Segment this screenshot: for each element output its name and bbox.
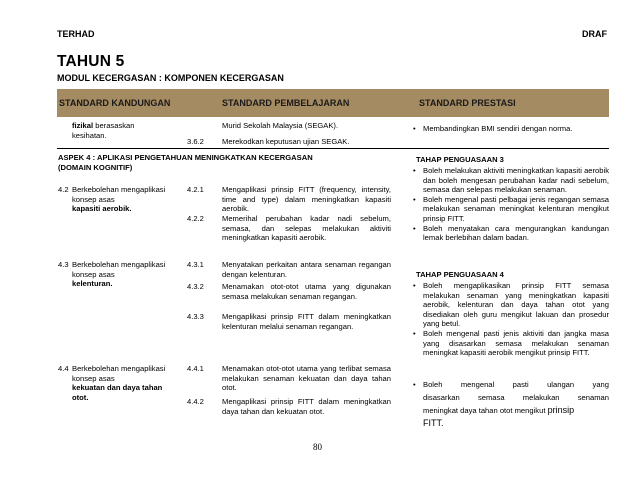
tahap-4-title: TAHAP PENGUASAAN 4 xyxy=(416,270,504,279)
prestasi-continuation xyxy=(413,124,609,134)
kandungan-cell xyxy=(72,185,177,214)
kandungan-focus: kekuatan dan daya tahan otot xyxy=(72,383,163,402)
kandungan-text: Berkebolehan mengaplikasi konsep asas xyxy=(72,185,166,204)
column-header-pembelajaran: STANDARD PEMBELAJARAN xyxy=(222,98,350,108)
item-text: Mengaplikasi prinsip FITT dalam meningkatkan daya tahan dan kekuatan otot. xyxy=(222,397,391,416)
page-number: 80 xyxy=(313,442,322,452)
item-text: Memerihal perubahan kadar nadi sebelum, semasa, dan selepas melakukan aktiviti meningkatkan kapasiti aerobik. xyxy=(222,214,391,243)
column-header-kandungan: STANDARD KANDUNGAN xyxy=(59,98,171,108)
item-number: 4.4.1 xyxy=(187,364,204,373)
item-number: 3.6.2 xyxy=(187,137,204,146)
kandungan-text: Berkebolehan mengaplikasi konsep asas xyxy=(72,364,166,383)
column-header-band xyxy=(57,89,609,117)
tahap-3-list xyxy=(413,166,609,243)
tahap-4-bullet: • Boleh mengaplikasikan prinsip FITT semasa melakukan senaman yang meningkatkan kapasiti aerobik, kelenturan dan daya tahan otot yang disediakan oleh guru mengikut lakuan dan prosedur yang betul. xyxy=(413,281,609,329)
item-text: Merekodkan keputusan ujian SEGAK. xyxy=(222,137,350,146)
item-number: 4.3.2 xyxy=(187,282,204,291)
row-divider xyxy=(57,148,609,149)
kandungan-continuation xyxy=(72,121,172,140)
row-number: 4.2 xyxy=(58,185,69,194)
tahap-3-title: TAHAP PENGUASAAN 3 xyxy=(416,155,504,164)
aspek-heading xyxy=(58,153,398,172)
tahap-3-bullet: • Boleh melakukan aktiviti meningkatkan kapasiti aerobik dan boleh mengesan perubahan kadar nadi sebelum, semasa dan selepas melakukan senaman. xyxy=(413,166,609,195)
item-number: 4.2.2 xyxy=(187,214,204,223)
page-title: TAHUN 5 xyxy=(57,53,125,70)
item-number: 4.2.1 xyxy=(187,185,204,194)
tahap-3-bullet: • Boleh menyatakan cara mengurangkan kandungan lemak berlebihan dalam badan. xyxy=(413,224,609,243)
item-number: 4.3.1 xyxy=(187,260,204,269)
bullet-tail: prinsip xyxy=(547,405,575,415)
kandungan-focus: kelenturan. xyxy=(72,279,113,289)
item-text: Menamakan otot-otot utama yang terlibat semasa melakukan senaman kekuatan dan daya tahan otot. xyxy=(222,364,391,393)
item-text: Menyatakan perkaitan antara senaman regangan dengan kelenturan. xyxy=(222,260,391,279)
module-subtitle: MODUL KECERGASAN : KOMPONEN KECERGASAN xyxy=(57,73,284,83)
kandungan-cell: Berkebolehan mengaplikasi konsep asas kekuatan dan daya tahan otot. xyxy=(72,364,180,402)
kandungan-line2: kesihatan. xyxy=(72,130,107,140)
row-number: 4.3 xyxy=(58,260,69,269)
bullet-line: meningkat daya tahan otot mengikut xyxy=(423,406,546,415)
kandungan-text: berasaskan xyxy=(93,121,135,130)
tahap-4-bullet: • Boleh mengenal pasti jenis aktiviti dan jangka masa yang disasarkan semasa melakukan senaman meningkat kapasiti aerobik mengikut prinsip FITT. xyxy=(413,329,609,358)
tahap-4-last-bullet xyxy=(413,378,609,430)
classification-label: TERHAD xyxy=(57,29,95,39)
draft-label: DRAF xyxy=(582,29,607,39)
bullet-line: disasarkan semasa melakukan senaman xyxy=(423,393,609,402)
kandungan-focus: kapasiti aerobik. xyxy=(72,204,132,214)
bullet-tail: FITT. xyxy=(423,418,444,428)
prestasi-bullet: • Membandingkan BMI sendiri dengan norma. xyxy=(413,124,609,134)
item-text: Mengaplikasi prinsip FITT dalam meningkatkan kelenturan melalui senaman regangan. xyxy=(222,312,391,331)
tahap-3-bullet: • Boleh mengenal pasti pelbagai jenis regangan semasa melakukan senaman meningkat kelenturan mengikut prinsip FITT. xyxy=(413,195,609,224)
kandungan-bold-word: fizikal xyxy=(72,121,94,130)
item-number: 4.3.3 xyxy=(187,312,204,321)
aspek-line2: (DOMAIN KOGNITIF) xyxy=(58,162,133,172)
kandungan-cell xyxy=(72,260,177,289)
column-header-prestasi: STANDARD PRESTASI xyxy=(419,98,516,108)
pembelajaran-continuation: Murid Sekolah Malaysia (SEGAK). xyxy=(222,121,339,130)
kandungan-text: Berkebolehan mengaplikasi konsep asas xyxy=(72,260,166,279)
tahap-4-list xyxy=(413,281,609,358)
row-number: 4.4 xyxy=(58,364,69,373)
item-text: Mengaplikasi prinsip FITT (frequency, intensity, time and type) dalam meningkatkan kapasiti aerobik. xyxy=(222,185,391,214)
aspek-line1: ASPEK 4 : APLIKASI PENGETAHUAN MENINGKATKAN KECERGASAN xyxy=(58,153,313,162)
bullet-line: Boleh mengenal pasti ulangan yang xyxy=(423,380,609,389)
item-text: Menamakan otot-otot utama yang digunakan semasa melakukan senaman regangan. xyxy=(222,282,391,301)
bullet-dot: • xyxy=(413,380,416,389)
item-number: 4.4.2 xyxy=(187,397,204,406)
